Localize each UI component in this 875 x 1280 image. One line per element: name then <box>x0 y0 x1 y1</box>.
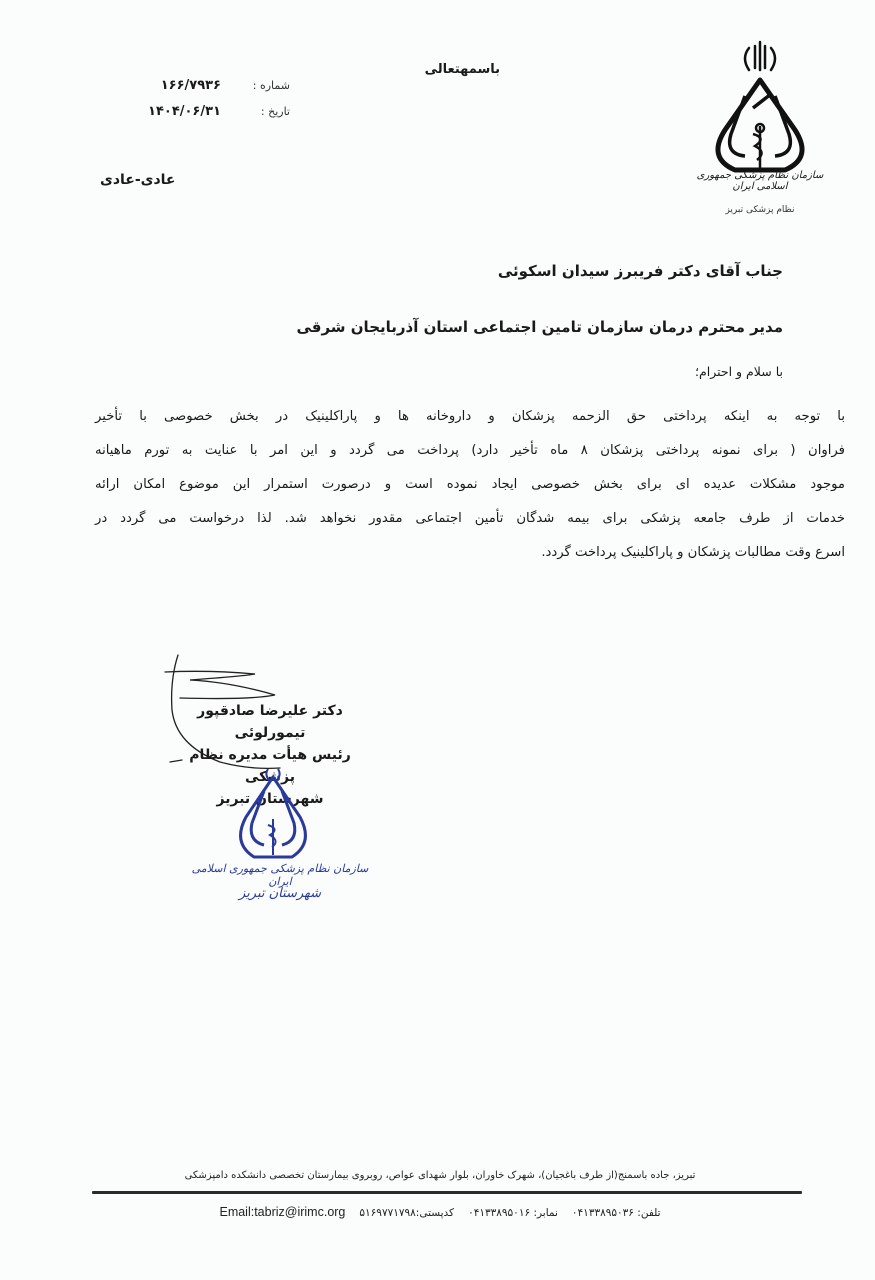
letter-date-label: تاریخ : <box>260 104 290 118</box>
signer-title: رئیس هیأت مدیره نظام پزشکی <box>189 747 351 785</box>
letter-number-label: شماره : <box>252 78 290 92</box>
stamp-subcaption: شهرستان تبریز <box>238 886 322 901</box>
body-line: با توجه به اینکه پرداختی حق الزحمه پزشکان و داروخانه ها و پاراکلینیک در بخش خصوصی با تأخیر <box>95 409 845 424</box>
invocation-heading: باسمهتعالی <box>424 62 500 77</box>
letter-number-value: ۱۶۶/۷۹۳۶ <box>160 77 221 93</box>
footer-contact <box>140 1205 740 1219</box>
signer-name: دکتر علیرضا صادقپور تیمورلوئی <box>197 703 343 741</box>
footer-address: تبریز، جاده باسمنج(از طرف باغجیان)، شهرک خاوران، بلوار شهدای عواص، روبروی بیمارستان تخصصی دانشکده دامپزشکی <box>184 1170 696 1181</box>
footer-fax: نمابر: ۰۴۱۳۳۸۹۵۰۱۶ <box>468 1207 558 1219</box>
letter-date-row <box>90 98 290 124</box>
letter-number-row <box>90 72 290 98</box>
addressee-name: جناب آقای دکتر فریبرز سیدان اسکوئی <box>497 262 783 280</box>
body-line: موجود مشکلات عدیده ای برای بخش خصوصی ایجاد نموده است و درصورت استمرار این موضوع امکان ارائه <box>95 477 845 492</box>
footer-email: Email:tabriz@irimc.org <box>219 1205 346 1219</box>
footer-divider <box>92 1191 802 1194</box>
footer-postal-code: کدپستی:۵۱۶۹۷۷۱۷۹۸ <box>359 1207 455 1219</box>
letter-date-value: ۱۴۰۴/۰۶/۳۱ <box>148 103 221 119</box>
letter-body <box>95 400 845 570</box>
body-line: فراوان ( برای نمونه پرداختی پزشکان ۸ ماه تأخیر دارد) پرداخت می گردد و این امر با عنایت به تورم ماهیانه <box>95 443 845 458</box>
greeting: با سلام و احترام؛ <box>695 364 783 379</box>
body-line: اسرع وقت مطالبات پزشکان و پاراکلینیک پرداخت گردد. <box>541 545 845 560</box>
emblem-caption: سازمان نظام پزشکی جمهوری اسلامی ایران <box>696 170 824 192</box>
stamp-caption: سازمان نظام پزشکی جمهوری اسلامی ایران <box>191 862 369 888</box>
priority-classification: عادی-عادی <box>100 172 176 188</box>
official-stamp-icon <box>228 765 318 875</box>
signer-city: شهرستان تبریز <box>216 791 324 807</box>
footer-phone: تلفن: ۰۴۱۳۳۸۹۵۰۳۶ <box>571 1207 661 1219</box>
letter-meta <box>90 72 290 124</box>
body-line: خدمات از طرف جامعه پزشکی برای بیمه شدگان تأمین اجتماعی مقدور نخواهد شد. لذا درخواست می گردد در <box>95 511 845 526</box>
addressee-title: مدیر محترم درمان سازمان تامین اجتماعی استان آذربایجان شرقی <box>296 318 783 336</box>
emblem-subcaption: نظام پزشکی تبریز <box>725 205 795 215</box>
